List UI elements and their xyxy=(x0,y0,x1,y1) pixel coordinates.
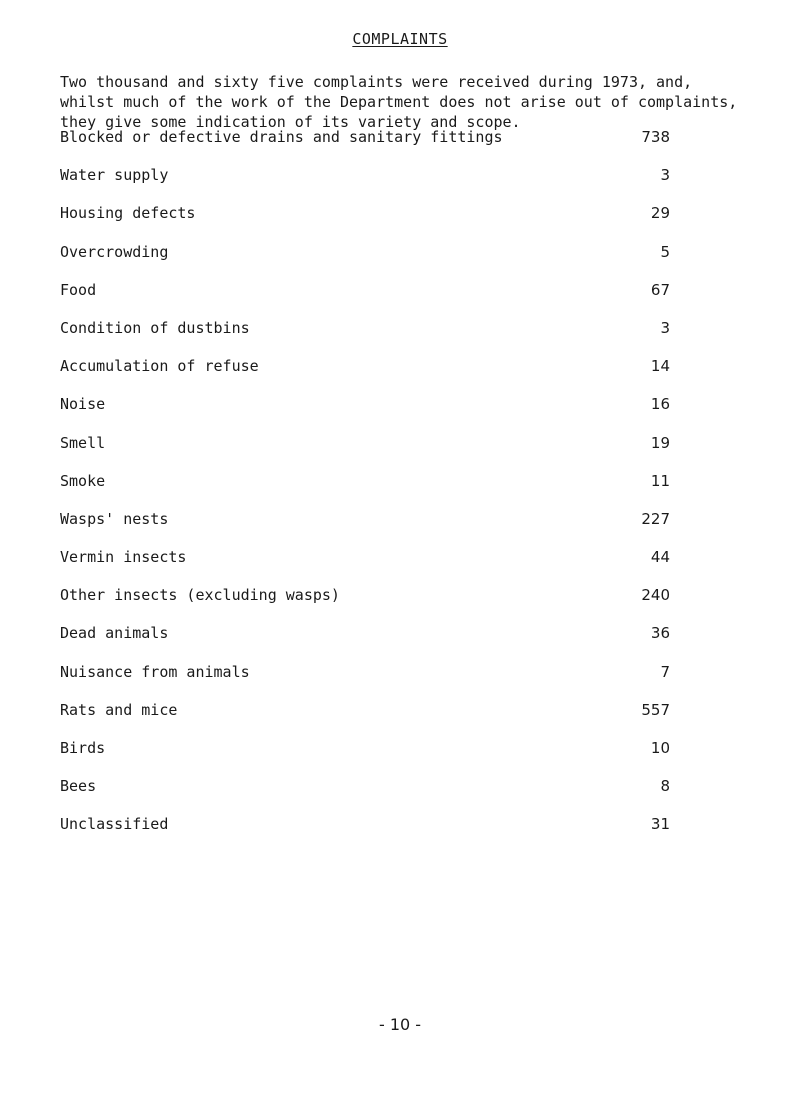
list-item xyxy=(60,242,670,280)
list-item xyxy=(60,547,670,585)
complaint-label: Nuisance from animals xyxy=(60,662,250,681)
complaint-count: 227 xyxy=(641,509,670,528)
complaint-count: 240 xyxy=(641,586,670,605)
list-item xyxy=(60,394,670,432)
list-item xyxy=(60,700,670,738)
complaint-count: 3 xyxy=(660,166,670,185)
complaint-label: Food xyxy=(60,280,97,299)
list-item xyxy=(60,165,670,203)
complaint-label: Smoke xyxy=(60,471,106,490)
list-item xyxy=(60,814,670,852)
list-item xyxy=(60,356,670,394)
list-item xyxy=(60,127,670,165)
list-item xyxy=(60,662,670,700)
list-item xyxy=(60,203,670,241)
list-item xyxy=(60,738,670,776)
complaint-count: 11 xyxy=(650,471,670,490)
complaint-label: Housing defects xyxy=(60,204,196,223)
complaint-label: Unclassified xyxy=(60,815,169,834)
complaint-count: 31 xyxy=(650,815,670,834)
complaint-label: Dead animals xyxy=(60,624,169,643)
complaint-label: Birds xyxy=(60,739,106,757)
complaint-label: Noise xyxy=(60,395,106,414)
complaint-count: 738 xyxy=(641,128,670,146)
complaint-count: 8 xyxy=(660,777,670,796)
complaint-label: Rats and mice xyxy=(60,700,178,719)
complaint-label: Blocked or defective drains and sanitary fittings xyxy=(60,128,503,146)
complaint-count: 3 xyxy=(660,318,670,337)
complaint-label: Accumulation of refuse xyxy=(60,357,259,376)
complaint-count: 10 xyxy=(650,739,670,757)
list-item xyxy=(60,509,670,547)
list-item xyxy=(60,280,670,318)
list-item xyxy=(60,585,670,623)
complaint-count: 29 xyxy=(650,204,670,223)
complaint-label: Overcrowding xyxy=(60,242,169,261)
complaint-count: 557 xyxy=(641,700,670,719)
complaint-count: 36 xyxy=(650,624,670,643)
complaint-count: 16 xyxy=(650,395,670,414)
complaint-label: Wasps' nests xyxy=(60,509,169,528)
complaint-label: Vermin insects xyxy=(60,548,187,567)
complaint-count: 5 xyxy=(660,242,670,261)
list-item xyxy=(60,318,670,356)
intro-paragraph: Two thousand and sixty five complaints were received during 1973, and, whilst much of the work of the Department does not arise out of complaints, they give some indication of its variety and scope. xyxy=(60,73,738,131)
complaint-count: 44 xyxy=(650,548,670,567)
complaint-label: Condition of dustbins xyxy=(60,318,250,337)
complaint-label: Water supply xyxy=(60,166,169,185)
complaint-count: 14 xyxy=(650,357,670,376)
list-item xyxy=(60,471,670,509)
page-heading: COMPLAINTS xyxy=(352,30,448,48)
complaints-list xyxy=(60,127,670,853)
list-item xyxy=(60,623,670,661)
complaint-label: Other insects (excluding wasps) xyxy=(60,586,340,605)
list-item xyxy=(60,433,670,471)
complaint-count: 67 xyxy=(650,280,670,299)
complaint-count: 19 xyxy=(650,433,670,452)
complaint-label: Smell xyxy=(60,433,106,452)
list-item xyxy=(60,776,670,814)
complaint-count: 7 xyxy=(660,662,670,681)
complaint-label: Bees xyxy=(60,777,97,796)
page-number: - 10 - xyxy=(378,1015,422,1034)
